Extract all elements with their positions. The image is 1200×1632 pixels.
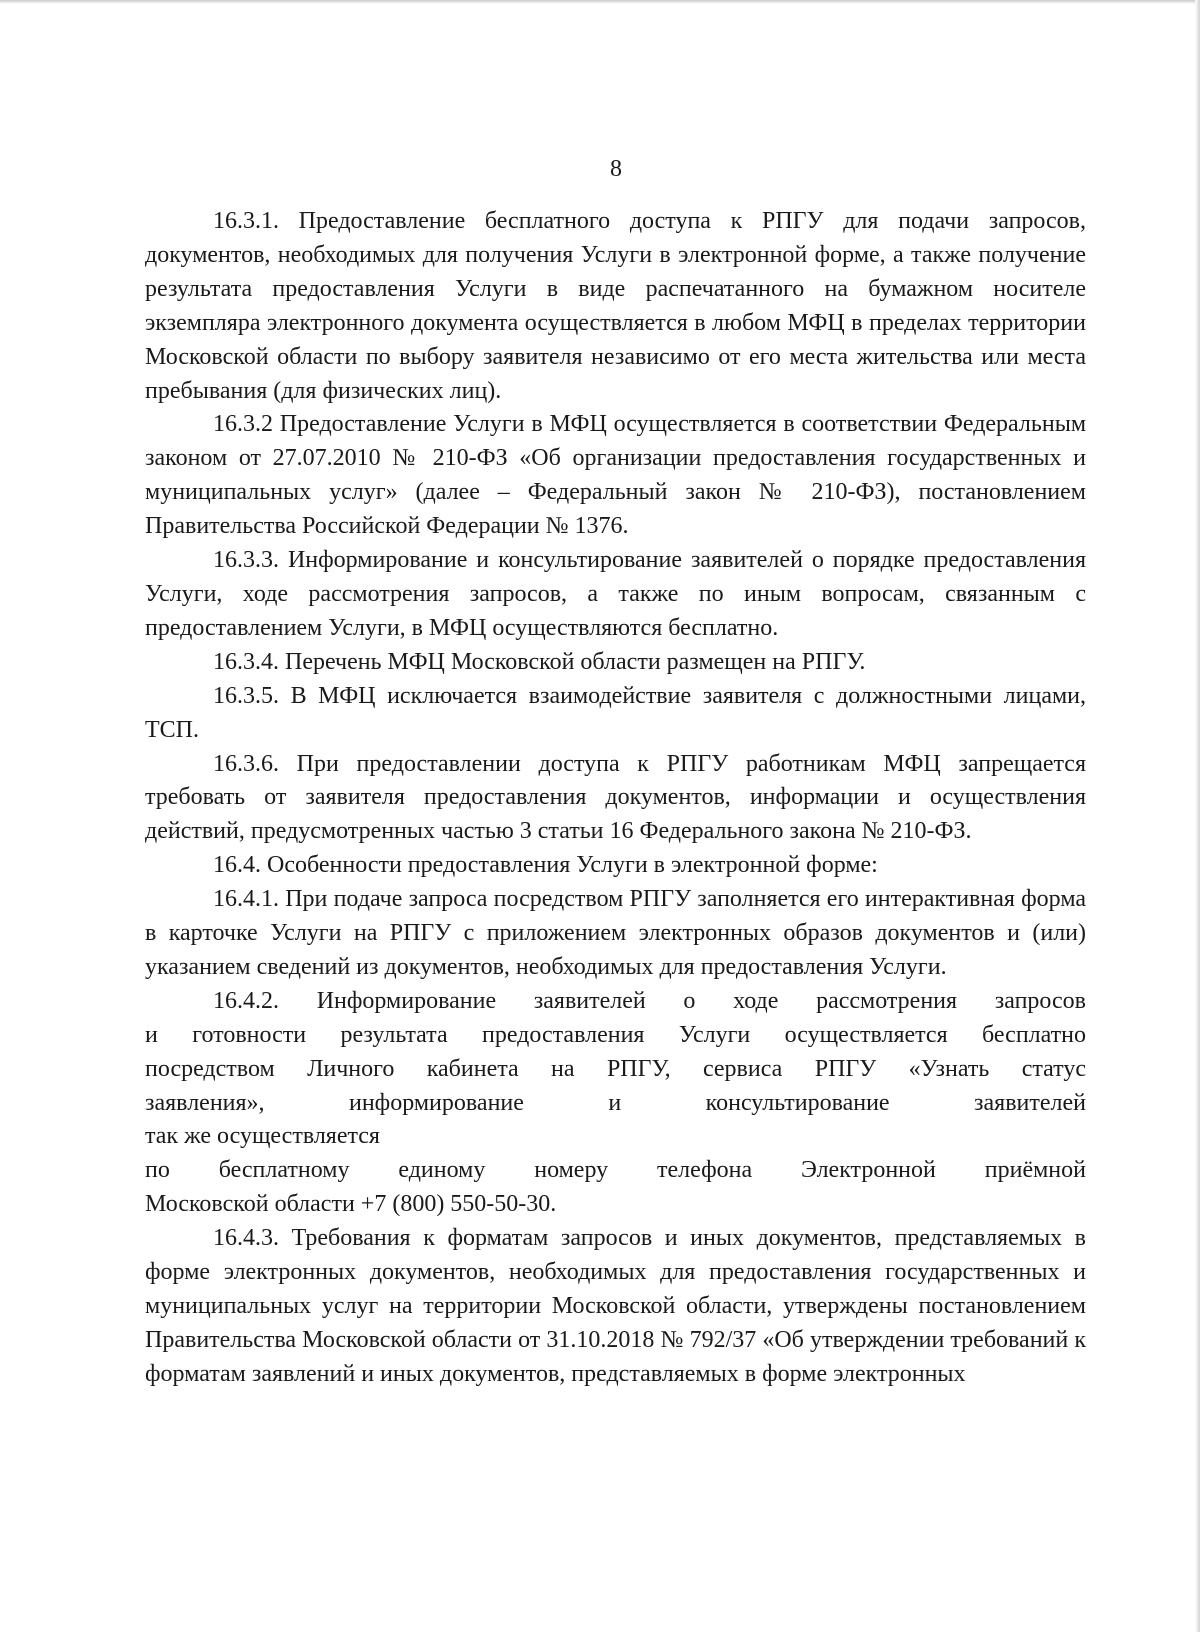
paragraph-16-3-5: 16.3.5. В МФЦ исключается взаимодействие заявителя с должностными лицами, ТСП. (145, 682, 1086, 743)
scan-edge-right (1195, 0, 1200, 1632)
paragraph-16-3-6: 16.3.6. При предоставлении доступа к РПГУ работникам МФЦ запрещается требовать от заявителя предоставления документов, информации и осуществления действий, предусмотренных частью 3 статьи 16 Федерального закона № 210-ФЗ. (145, 750, 1086, 845)
paragraph-16-4-3: 16.4.3. Требования к форматам запросов и иных документов, представляемых в форме электронных документов, необходимых для предоставления государственных и муниципальных услуг на территории Московской области, утверждены постановлением Правительства Московской области от 31.10.2018 № 792/37 «Об утверждении требований к форматам заявлений и иных документов, представляемых в форме электронных (145, 1225, 1086, 1387)
paragraph-16-4-2-line: и готовности результата предоставления Услуги осуществляется бесплатно (145, 1021, 1086, 1048)
paragraph-16-4-2-line: заявления», информирование и консультирование заявителей (145, 1089, 1086, 1116)
paragraph-16-4-2-line: посредством Личного кабинета на РПГУ, сервиса РПГУ «Узнать статус (145, 1055, 1086, 1082)
document-body (145, 205, 1086, 1392)
paragraph-16-3-2: 16.3.2 Предоставление Услуги в МФЦ осуществляется в соответствии Федеральным законом от 27.07.2010 № 210-ФЗ «Об организации предоставления государственных и муниципальных услуг» (далее – Федеральный закон № 210-ФЗ), постановлением Правительства Российской Федерации № 1376. (145, 411, 1086, 540)
page-number: 8 (610, 156, 622, 182)
paragraph-16-4-2-line: так же осуществляется (145, 1123, 380, 1150)
paragraph-16-4-2-line: Московской области +7 (800) 550-50-30. (145, 1191, 557, 1218)
paragraph-16-4-2 (145, 985, 1086, 1222)
paragraph-16-4-2-line: 16.4.2. Информирование заявителей о ходе рассмотрения запросов (213, 987, 1086, 1014)
scan-edge-top (0, 0, 1200, 4)
paragraph-16-3-4: 16.3.4. Перечень МФЦ Московской области размещен на РПГУ. (213, 648, 866, 675)
paragraph-16-4-2-line: по бесплатному единому номеру телефона Электронной приёмной (145, 1157, 1086, 1184)
paragraph-16-4: 16.4. Особенности предоставления Услуги в электронной форме: (213, 852, 878, 879)
paragraph-16-3-1: 16.3.1. Предоставление бесплатного доступа к РПГУ для подачи запросов, документов, необходимых для получения Услуги в электронной форме, а также получение результата предоставления Услуги в виде распечатанного на бумажном носителе экземпляра электронного документа осуществляется в любом МФЦ в пределах территории Московской области по выбору заявителя независимо от его места жительства или места пребывания (для физических лиц). (145, 208, 1086, 404)
paragraph-16-3-3: 16.3.3. Информирование и консультирование заявителей о порядке предоставления Услуги, ходе рассмотрения запросов, а также по иным вопросам, связанным с предоставлением Услуги, в МФЦ осуществляются бесплатно. (145, 547, 1086, 641)
paragraph-16-4-1: 16.4.1. При подаче запроса посредством РПГУ заполняется его интерактивная форма в карточке Услуги на РПГУ с приложением электронных образов документов и (или) указанием сведений из документов, необходимых для предоставления Услуги. (145, 886, 1086, 980)
